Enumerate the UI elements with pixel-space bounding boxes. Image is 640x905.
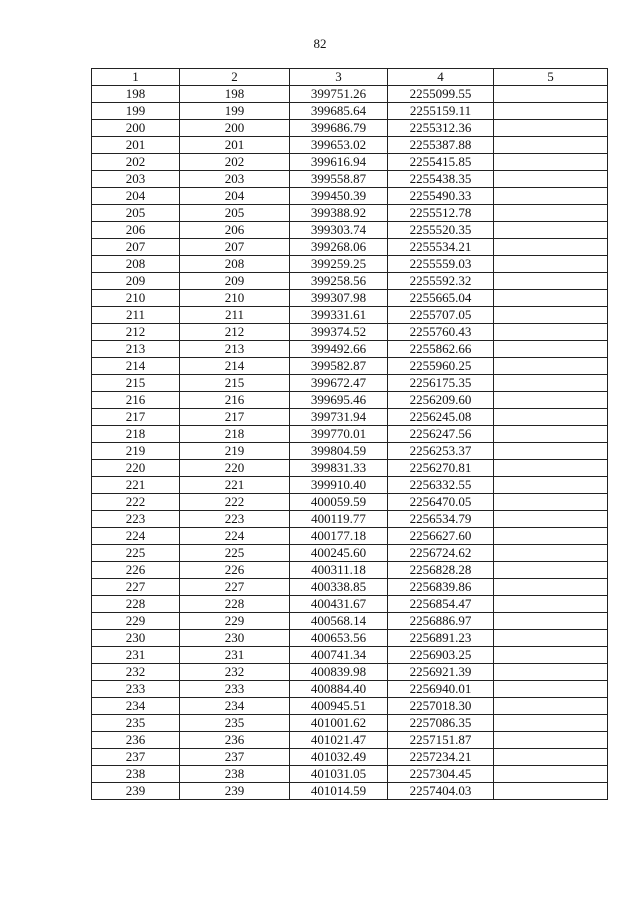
coordinate-x-cell: 401001.62 <box>290 715 388 732</box>
note-cell <box>494 613 608 630</box>
coordinate-y-cell: 2255312.36 <box>388 120 494 137</box>
coordinate-y-cell: 2255387.88 <box>388 137 494 154</box>
coordinate-x-cell: 401014.59 <box>290 783 388 800</box>
point-id-cell: 212 <box>180 324 290 341</box>
coordinate-x-cell: 401031.05 <box>290 766 388 783</box>
coordinate-y-cell: 2256253.37 <box>388 443 494 460</box>
coordinate-y-cell: 2256627.60 <box>388 528 494 545</box>
point-number-cell: 214 <box>92 358 180 375</box>
note-cell <box>494 341 608 358</box>
table-row <box>92 443 608 460</box>
table-row <box>92 766 608 783</box>
coordinate-y-cell: 2256891.23 <box>388 630 494 647</box>
coordinate-x-cell: 399910.40 <box>290 477 388 494</box>
table-row <box>92 494 608 511</box>
note-cell <box>494 239 608 256</box>
table-row <box>92 664 608 681</box>
point-id-cell: 239 <box>180 783 290 800</box>
point-id-cell: 208 <box>180 256 290 273</box>
point-id-cell: 237 <box>180 749 290 766</box>
point-id-cell: 227 <box>180 579 290 596</box>
point-number-cell: 226 <box>92 562 180 579</box>
coordinate-x-cell: 400245.60 <box>290 545 388 562</box>
point-number-cell: 223 <box>92 511 180 528</box>
table-row <box>92 749 608 766</box>
coordinate-y-cell: 2256903.25 <box>388 647 494 664</box>
note-cell <box>494 154 608 171</box>
coordinate-y-cell: 2255534.21 <box>388 239 494 256</box>
coordinate-y-cell: 2255490.33 <box>388 188 494 205</box>
table-row <box>92 647 608 664</box>
coordinate-x-cell: 400568.14 <box>290 613 388 630</box>
table-header <box>92 69 608 86</box>
point-id-cell: 230 <box>180 630 290 647</box>
coordinate-y-cell: 2255665.04 <box>388 290 494 307</box>
table-row <box>92 460 608 477</box>
table-row <box>92 205 608 222</box>
note-cell <box>494 290 608 307</box>
table-row <box>92 324 608 341</box>
coordinate-y-cell: 2255159.11 <box>388 103 494 120</box>
point-number-cell: 233 <box>92 681 180 698</box>
point-number-cell: 230 <box>92 630 180 647</box>
coordinate-x-cell: 400884.40 <box>290 681 388 698</box>
coordinate-y-cell: 2256175.35 <box>388 375 494 392</box>
point-number-cell: 238 <box>92 766 180 783</box>
coordinate-x-cell: 399582.87 <box>290 358 388 375</box>
note-cell <box>494 749 608 766</box>
point-number-cell: 198 <box>92 86 180 103</box>
coordinate-x-cell: 400945.51 <box>290 698 388 715</box>
coordinate-x-cell: 400431.67 <box>290 596 388 613</box>
coordinate-x-cell: 400177.18 <box>290 528 388 545</box>
point-id-cell: 234 <box>180 698 290 715</box>
column-header-3: 3 <box>290 69 388 86</box>
point-id-cell: 209 <box>180 273 290 290</box>
coordinate-x-cell: 399751.26 <box>290 86 388 103</box>
note-cell <box>494 222 608 239</box>
coordinate-x-cell: 399331.61 <box>290 307 388 324</box>
point-id-cell: 224 <box>180 528 290 545</box>
coordinate-x-cell: 399831.33 <box>290 460 388 477</box>
table-row <box>92 426 608 443</box>
point-number-cell: 229 <box>92 613 180 630</box>
table-row <box>92 715 608 732</box>
note-cell <box>494 137 608 154</box>
header-row <box>92 69 608 86</box>
point-id-cell: 233 <box>180 681 290 698</box>
table-row <box>92 154 608 171</box>
point-number-cell: 213 <box>92 341 180 358</box>
point-number-cell: 199 <box>92 103 180 120</box>
point-id-cell: 235 <box>180 715 290 732</box>
point-id-cell: 238 <box>180 766 290 783</box>
point-id-cell: 229 <box>180 613 290 630</box>
table-row <box>92 477 608 494</box>
coordinate-x-cell: 399268.06 <box>290 239 388 256</box>
note-cell <box>494 715 608 732</box>
coordinate-y-cell: 2256940.01 <box>388 681 494 698</box>
coordinate-x-cell: 399731.94 <box>290 409 388 426</box>
note-cell <box>494 205 608 222</box>
coordinate-y-cell: 2255707.05 <box>388 307 494 324</box>
point-number-cell: 234 <box>92 698 180 715</box>
coordinate-y-cell: 2255099.55 <box>388 86 494 103</box>
table-row <box>92 409 608 426</box>
point-number-cell: 217 <box>92 409 180 426</box>
note-cell <box>494 375 608 392</box>
column-header-4: 4 <box>388 69 494 86</box>
coordinate-y-cell: 2255438.35 <box>388 171 494 188</box>
table-row <box>92 307 608 324</box>
point-id-cell: 218 <box>180 426 290 443</box>
coordinate-y-cell: 2256921.39 <box>388 664 494 681</box>
point-number-cell: 232 <box>92 664 180 681</box>
table-row <box>92 630 608 647</box>
table-row <box>92 120 608 137</box>
note-cell <box>494 681 608 698</box>
note-cell <box>494 698 608 715</box>
point-id-cell: 236 <box>180 732 290 749</box>
coordinate-x-cell: 399770.01 <box>290 426 388 443</box>
point-number-cell: 216 <box>92 392 180 409</box>
note-cell <box>494 562 608 579</box>
table-row <box>92 613 608 630</box>
table-row <box>92 171 608 188</box>
note-cell <box>494 766 608 783</box>
coordinate-y-cell: 2257018.30 <box>388 698 494 715</box>
point-id-cell: 220 <box>180 460 290 477</box>
coordinate-y-cell: 2256470.05 <box>388 494 494 511</box>
table-row <box>92 256 608 273</box>
point-number-cell: 206 <box>92 222 180 239</box>
coordinate-x-cell: 399616.94 <box>290 154 388 171</box>
note-cell <box>494 647 608 664</box>
note-cell <box>494 545 608 562</box>
point-number-cell: 200 <box>92 120 180 137</box>
point-number-cell: 218 <box>92 426 180 443</box>
coordinate-y-cell: 2256270.81 <box>388 460 494 477</box>
table-row <box>92 545 608 562</box>
point-id-cell: 200 <box>180 120 290 137</box>
table-row <box>92 103 608 120</box>
note-cell <box>494 426 608 443</box>
coordinate-y-cell: 2256839.86 <box>388 579 494 596</box>
coordinate-y-cell: 2255760.43 <box>388 324 494 341</box>
point-number-cell: 205 <box>92 205 180 222</box>
note-cell <box>494 358 608 375</box>
coordinate-x-cell: 399258.56 <box>290 273 388 290</box>
table-row <box>92 137 608 154</box>
point-id-cell: 222 <box>180 494 290 511</box>
note-cell <box>494 392 608 409</box>
coordinate-y-cell: 2257304.45 <box>388 766 494 783</box>
point-id-cell: 207 <box>180 239 290 256</box>
point-number-cell: 202 <box>92 154 180 171</box>
coordinate-y-cell: 2256209.60 <box>388 392 494 409</box>
column-header-5: 5 <box>494 69 608 86</box>
note-cell <box>494 103 608 120</box>
table-row <box>92 290 608 307</box>
point-number-cell: 221 <box>92 477 180 494</box>
coordinate-y-cell: 2255559.03 <box>388 256 494 273</box>
table-row <box>92 596 608 613</box>
point-number-cell: 215 <box>92 375 180 392</box>
coordinate-y-cell: 2257086.35 <box>388 715 494 732</box>
coordinate-y-cell: 2256245.08 <box>388 409 494 426</box>
point-number-cell: 201 <box>92 137 180 154</box>
note-cell <box>494 460 608 477</box>
point-number-cell: 219 <box>92 443 180 460</box>
point-number-cell: 224 <box>92 528 180 545</box>
note-cell <box>494 783 608 800</box>
coordinate-x-cell: 400653.56 <box>290 630 388 647</box>
coordinate-y-cell: 2255415.85 <box>388 154 494 171</box>
point-id-cell: 205 <box>180 205 290 222</box>
point-number-cell: 239 <box>92 783 180 800</box>
point-number-cell: 236 <box>92 732 180 749</box>
table-row <box>92 528 608 545</box>
coordinate-y-cell: 2257234.21 <box>388 749 494 766</box>
page-number: 82 <box>313 36 327 51</box>
coordinate-x-cell: 399307.98 <box>290 290 388 307</box>
coordinate-x-cell: 399388.92 <box>290 205 388 222</box>
table-row <box>92 562 608 579</box>
point-id-cell: 210 <box>180 290 290 307</box>
table-body <box>92 86 608 800</box>
point-id-cell: 221 <box>180 477 290 494</box>
coordinate-x-cell: 400741.34 <box>290 647 388 664</box>
coordinate-x-cell: 401021.47 <box>290 732 388 749</box>
coordinate-x-cell: 399492.66 <box>290 341 388 358</box>
table-row <box>92 188 608 205</box>
note-cell <box>494 477 608 494</box>
coordinate-x-cell: 399259.25 <box>290 256 388 273</box>
table-row <box>92 358 608 375</box>
point-id-cell: 214 <box>180 358 290 375</box>
coordinate-y-cell: 2255592.32 <box>388 273 494 290</box>
point-number-cell: 222 <box>92 494 180 511</box>
point-id-cell: 219 <box>180 443 290 460</box>
point-id-cell: 215 <box>180 375 290 392</box>
point-id-cell: 226 <box>180 562 290 579</box>
table-row <box>92 239 608 256</box>
coordinate-x-cell: 399653.02 <box>290 137 388 154</box>
note-cell <box>494 528 608 545</box>
point-id-cell: 223 <box>180 511 290 528</box>
point-id-cell: 203 <box>180 171 290 188</box>
table-row <box>92 681 608 698</box>
point-number-cell: 204 <box>92 188 180 205</box>
table-row <box>92 341 608 358</box>
point-number-cell: 208 <box>92 256 180 273</box>
point-number-cell: 209 <box>92 273 180 290</box>
note-cell <box>494 307 608 324</box>
table-row <box>92 579 608 596</box>
coordinate-y-cell: 2256828.28 <box>388 562 494 579</box>
coordinate-y-cell: 2256332.55 <box>388 477 494 494</box>
note-cell <box>494 494 608 511</box>
coordinate-x-cell: 400119.77 <box>290 511 388 528</box>
table-row <box>92 86 608 103</box>
point-id-cell: 232 <box>180 664 290 681</box>
coordinate-y-cell: 2255520.35 <box>388 222 494 239</box>
coordinate-y-cell: 2257404.03 <box>388 783 494 800</box>
column-header-2: 2 <box>180 69 290 86</box>
point-number-cell: 237 <box>92 749 180 766</box>
point-number-cell: 211 <box>92 307 180 324</box>
point-number-cell: 235 <box>92 715 180 732</box>
point-id-cell: 211 <box>180 307 290 324</box>
point-number-cell: 225 <box>92 545 180 562</box>
coordinate-x-cell: 399558.87 <box>290 171 388 188</box>
note-cell <box>494 443 608 460</box>
table-row <box>92 783 608 800</box>
coordinates-table <box>91 68 608 800</box>
point-number-cell: 210 <box>92 290 180 307</box>
point-id-cell: 228 <box>180 596 290 613</box>
note-cell <box>494 732 608 749</box>
point-number-cell: 231 <box>92 647 180 664</box>
point-id-cell: 217 <box>180 409 290 426</box>
point-number-cell: 228 <box>92 596 180 613</box>
point-id-cell: 206 <box>180 222 290 239</box>
point-id-cell: 231 <box>180 647 290 664</box>
point-id-cell: 198 <box>180 86 290 103</box>
point-number-cell: 220 <box>92 460 180 477</box>
point-number-cell: 203 <box>92 171 180 188</box>
table-row <box>92 222 608 239</box>
note-cell <box>494 596 608 613</box>
point-id-cell: 202 <box>180 154 290 171</box>
table-row <box>92 375 608 392</box>
table-row <box>92 732 608 749</box>
table-row <box>92 511 608 528</box>
coordinate-y-cell: 2255862.66 <box>388 341 494 358</box>
note-cell <box>494 511 608 528</box>
point-id-cell: 225 <box>180 545 290 562</box>
point-id-cell: 201 <box>180 137 290 154</box>
point-number-cell: 212 <box>92 324 180 341</box>
coordinate-x-cell: 399450.39 <box>290 188 388 205</box>
point-number-cell: 227 <box>92 579 180 596</box>
note-cell <box>494 664 608 681</box>
point-id-cell: 216 <box>180 392 290 409</box>
coordinate-x-cell: 399686.79 <box>290 120 388 137</box>
note-cell <box>494 188 608 205</box>
coordinate-x-cell: 399804.59 <box>290 443 388 460</box>
coordinate-y-cell: 2256854.47 <box>388 596 494 613</box>
coordinate-y-cell: 2255960.25 <box>388 358 494 375</box>
note-cell <box>494 120 608 137</box>
coordinate-y-cell: 2256886.97 <box>388 613 494 630</box>
coordinate-x-cell: 400839.98 <box>290 664 388 681</box>
coordinate-x-cell: 401032.49 <box>290 749 388 766</box>
table-row <box>92 392 608 409</box>
coordinate-y-cell: 2256247.56 <box>388 426 494 443</box>
point-id-cell: 213 <box>180 341 290 358</box>
point-number-cell: 207 <box>92 239 180 256</box>
coordinate-y-cell: 2255512.78 <box>388 205 494 222</box>
note-cell <box>494 273 608 290</box>
note-cell <box>494 579 608 596</box>
note-cell <box>494 324 608 341</box>
coordinate-x-cell: 400059.59 <box>290 494 388 511</box>
coordinate-y-cell: 2256534.79 <box>388 511 494 528</box>
coordinate-x-cell: 399303.74 <box>290 222 388 239</box>
coordinate-y-cell: 2257151.87 <box>388 732 494 749</box>
coordinate-x-cell: 399672.47 <box>290 375 388 392</box>
point-id-cell: 199 <box>180 103 290 120</box>
column-header-1: 1 <box>92 69 180 86</box>
table-row <box>92 698 608 715</box>
note-cell <box>494 630 608 647</box>
point-id-cell: 204 <box>180 188 290 205</box>
table-row <box>92 273 608 290</box>
coordinate-x-cell: 399374.52 <box>290 324 388 341</box>
coordinate-x-cell: 400338.85 <box>290 579 388 596</box>
coordinate-y-cell: 2256724.62 <box>388 545 494 562</box>
note-cell <box>494 409 608 426</box>
coordinate-x-cell: 400311.18 <box>290 562 388 579</box>
note-cell <box>494 256 608 273</box>
coordinate-x-cell: 399695.46 <box>290 392 388 409</box>
note-cell <box>494 86 608 103</box>
note-cell <box>494 171 608 188</box>
coordinate-x-cell: 399685.64 <box>290 103 388 120</box>
